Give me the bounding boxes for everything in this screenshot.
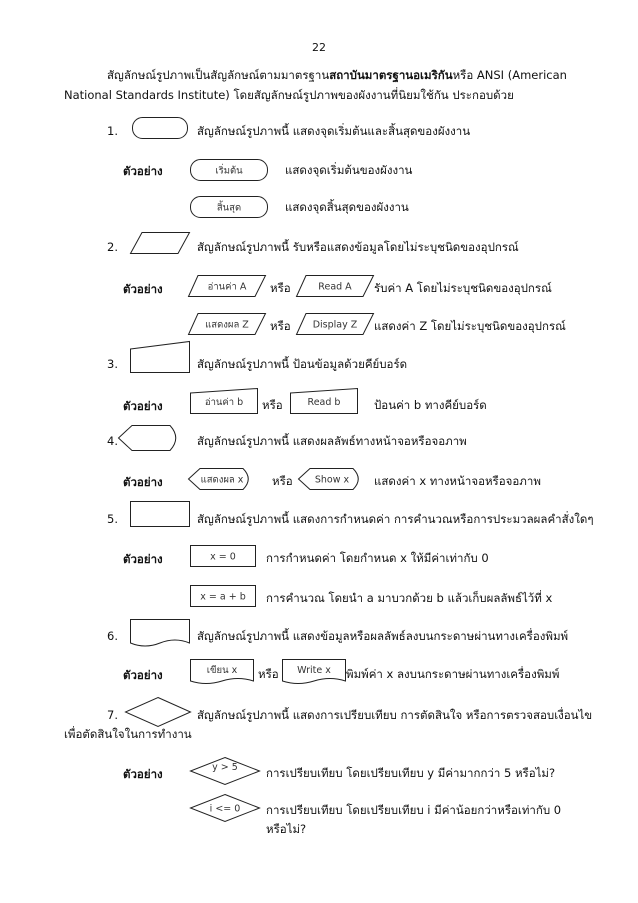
- parallelogram-read-a-en-shape: [296, 275, 374, 297]
- decision-y-gt-5-shape: [190, 757, 260, 785]
- intro-text-a: สัญลักษณ์รูปภาพเป็นสัญลักษณ์ตามมาตรฐาน: [107, 68, 330, 82]
- example-label-5: ตัวอย่าง: [123, 552, 163, 566]
- item-5-example-2-explain: การคำนวณ โดยนำ a มาบวกด้วย b แล้วเก็บผลลัพธ์ไว้ที่ x: [266, 591, 553, 605]
- terminator-start-shape: [190, 159, 268, 181]
- manual-input-read-b-shape: [190, 388, 258, 414]
- item-6-description: สัญลักษณ์รูปภาพนี้ แสดงข้อมูลหรือผลลัพธ์ลงบนกระดาษผ่านทางเครื่องพิมพ์: [197, 629, 569, 643]
- or-label: หรือ: [272, 474, 293, 488]
- item-1-example-1-explain: แสดงจุดเริ่มต้นของผังงาน: [285, 163, 413, 177]
- example-label-3: ตัวอย่าง: [123, 399, 163, 413]
- or-label: หรือ: [262, 398, 283, 412]
- item-2-example-2-explain: แสดงค่า Z โดยไม่ระบุชนิดของอุปกรณ์: [374, 319, 566, 333]
- item-3-description: สัญลักษณ์รูปภาพนี้ ป้อนข้อมูลด้วยคีย์บอร์ด: [197, 357, 408, 371]
- shape-label: x = a + b: [200, 591, 246, 603]
- item-5-example-1-explain: การกำหนดค่า โดยกำหนด x ให้มีค่าเท่ากับ 0: [266, 551, 489, 565]
- parallelogram-symbol: [130, 232, 190, 254]
- example-label-6: ตัวอย่าง: [123, 668, 163, 682]
- item-5-number: 5.: [107, 512, 118, 526]
- parallelogram-display-z-en-shape: [296, 313, 374, 335]
- or-label: หรือ: [270, 281, 291, 295]
- item-4-description: สัญลักษณ์รูปภาพนี้ แสดงผลลัพธ์ทางหน้าจอหรือจอภาพ: [197, 434, 467, 448]
- process-calc-shape: [190, 585, 256, 607]
- shape-label: สิ้นสุด: [216, 202, 242, 214]
- decision-symbol: [125, 697, 191, 727]
- display-show-x-en-shape: [298, 468, 364, 490]
- shape-label: อ่านค่า A: [207, 281, 247, 293]
- shape-label: เริ่มต้น: [215, 165, 243, 177]
- example-label-1: ตัวอย่าง: [123, 164, 163, 178]
- shape-label: แสดงผล x: [200, 474, 244, 486]
- shape-label: Write x: [297, 665, 331, 676]
- shape-label: i <= 0: [209, 803, 241, 815]
- item-2-number: 2.: [107, 240, 118, 254]
- item-3-example-1-explain: ป้อนค่า b ทางคีย์บอร์ด: [374, 398, 487, 412]
- item-7-example-2-explain-cont: หรือไม่?: [266, 822, 307, 836]
- item-7-number: 7.: [107, 708, 118, 722]
- terminator-end-shape: [190, 196, 268, 218]
- item-7-description: สัญลักษณ์รูปภาพนี้ แสดงการเปรียบเทียบ การตัดสินใจ หรือการตรวจสอบเงื่อนไข: [197, 708, 593, 722]
- item-1-description: สัญลักษณ์รูปภาพนี้ แสดงจุดเริ่มต้นและสิ้นสุดของผังงาน: [197, 124, 471, 138]
- document-write-x-en-shape: [282, 659, 346, 687]
- document-write-x-shape: [190, 659, 254, 687]
- item-7-description-cont: เพื่อตัดสินใจในการทำงาน: [64, 727, 192, 741]
- item-4-number: 4.: [107, 434, 118, 448]
- shape-label: Show x: [314, 474, 350, 486]
- shape-label: y > 5: [212, 762, 238, 773]
- intro-line-2: National Standards Institute) โดยสัญลักษณ์รูปภาพของผังงานที่นิยมใช้กัน ประกอบด้วย: [64, 88, 514, 102]
- process-symbol: [130, 501, 190, 527]
- intro-text-bold: สถาบันมาตรฐานอเมริกัน: [329, 68, 453, 82]
- example-label-2: ตัวอย่าง: [123, 282, 163, 296]
- item-1-example-2-explain: แสดงจุดสิ้นสุดของผังงาน: [285, 200, 409, 214]
- shape-label: อ่านค่า b: [204, 397, 244, 408]
- item-2-description: สัญลักษณ์รูปภาพนี้ รับหรือแสดงข้อมูลโดยไม่ระบุชนิดของอุปกรณ์: [197, 240, 519, 254]
- item-2-example-1-explain: รับค่า A โดยไม่ระบุชนิดของอุปกรณ์: [374, 281, 552, 295]
- intro-line-1: [107, 68, 567, 82]
- item-1-number: 1.: [107, 124, 118, 138]
- shape-label: x = 0: [210, 551, 236, 563]
- shape-label: Display Z: [312, 319, 358, 331]
- page-number: 22: [312, 41, 326, 54]
- or-label: หรือ: [258, 667, 279, 681]
- or-label: หรือ: [270, 319, 291, 333]
- example-label-4: ตัวอย่าง: [123, 475, 163, 489]
- shape-label: Read b: [307, 397, 341, 408]
- shape-label: Read A: [318, 281, 352, 293]
- intro-text-b: หรือ ANSI (American: [452, 68, 567, 82]
- parallelogram-display-z-shape: [188, 313, 266, 335]
- item-7-example-2-explain: การเปรียบเทียบ โดยเปรียบเทียบ i มีค่าน้อยกว่าหรือเท่ากับ 0: [266, 803, 562, 817]
- display-show-x-shape: [188, 468, 254, 490]
- example-label-7: ตัวอย่าง: [123, 767, 163, 781]
- manual-input-symbol: [130, 341, 190, 373]
- item-5-description: สัญลักษณ์รูปภาพนี้ แสดงการกำหนดค่า การคำนวณหรือการประมวลผลคำสั่งใดๆ: [197, 512, 594, 526]
- terminator-symbol: [132, 117, 188, 139]
- manual-input-read-b-en-shape: [290, 388, 358, 414]
- display-symbol: [118, 425, 182, 451]
- document-symbol: [130, 619, 190, 649]
- item-6-number: 6.: [107, 629, 118, 643]
- process-assign-shape: [190, 545, 256, 567]
- item-7-example-1-explain: การเปรียบเทียบ โดยเปรียบเทียบ y มีค่ามากกว่า 5 หรือไม่?: [266, 766, 556, 780]
- shape-label: เขียน x: [206, 665, 238, 676]
- item-3-number: 3.: [107, 357, 118, 371]
- shape-label: แสดงผล Z: [205, 319, 249, 331]
- item-4-example-1-explain: แสดงค่า x ทางหน้าจอหรือจอภาพ: [374, 474, 541, 488]
- decision-i-lte-0-shape: [190, 794, 260, 822]
- parallelogram-read-a-shape: [188, 275, 266, 297]
- item-6-example-1-explain: พิมพ์ค่า x ลงบนกระดาษผ่านทางเครื่องพิมพ์: [346, 667, 560, 681]
